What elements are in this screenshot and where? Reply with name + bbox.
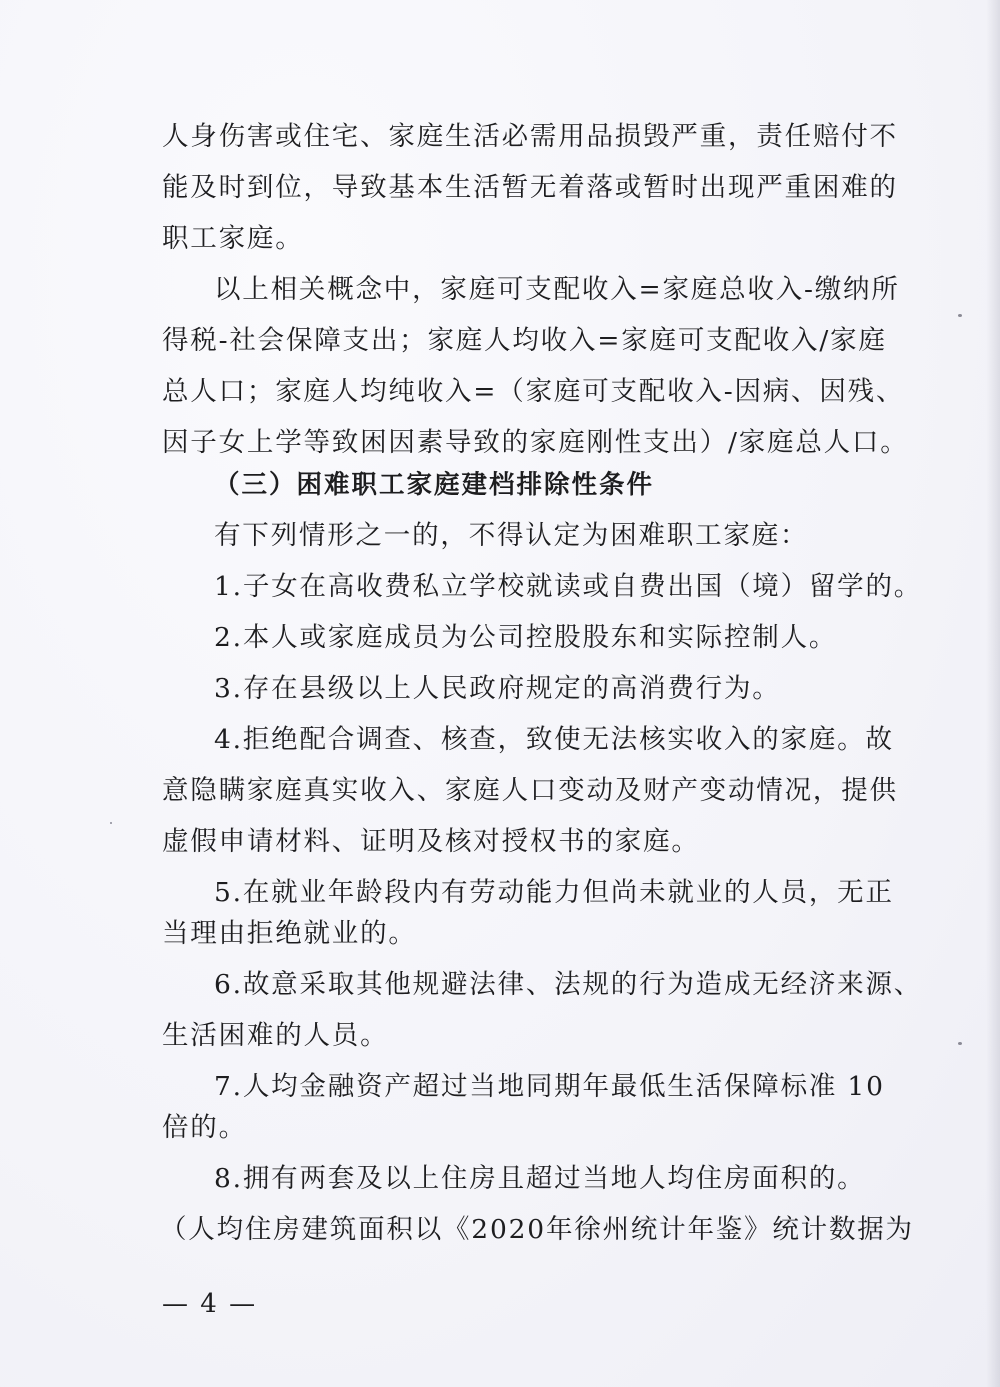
body-line: 虚假申请材料、证明及核对授权书的家庭。 — [162, 826, 700, 857]
scan-speck — [958, 314, 962, 317]
list-item: 6.故意采取其他规避法律、法规的行为造成无经济来源、 — [214, 969, 923, 1000]
body-line: 得税-社会保障支出；家庭人均收入=家庭可支配收入/家庭 — [162, 325, 887, 356]
body-line: 人身伤害或住宅、家庭生活必需用品损毁严重，责任赔付不 — [162, 121, 898, 152]
list-item: 1.子女在高收费私立学校就读或自费出国（境）留学的。 — [214, 571, 923, 602]
body-line: 当理由拒绝就业的。 — [162, 918, 417, 949]
body-line: 职工家庭。 — [162, 223, 304, 254]
list-item: 5.在就业年龄段内有劳动能力但尚未就业的人员，无正 — [214, 877, 894, 908]
page-number: — 4 — — [162, 1289, 258, 1319]
body-line: 意隐瞒家庭真实收入、家庭人口变动及财产变动情况，提供 — [162, 775, 898, 806]
body-line: 倍的。 — [162, 1112, 247, 1143]
body-line: 以上相关概念中，家庭可支配收入=家庭总收入-缴纳所 — [214, 274, 900, 305]
body-line: （人均住房建筑面积以《2020年徐州统计年鉴》统计数据为 — [160, 1214, 914, 1245]
body-line: 有下列情形之一的，不得认定为困难职工家庭： — [214, 520, 809, 551]
body-line: 总人口；家庭人均纯收入=（家庭可支配收入-因病、因残、 — [162, 376, 905, 407]
scan-edge-shadow — [986, 0, 1000, 1387]
list-item: 2.本人或家庭成员为公司控股股东和实际控制人。 — [214, 622, 838, 653]
scan-speck — [958, 1042, 962, 1045]
section-heading: （三）困难职工家庭建档排除性条件 — [214, 470, 655, 500]
list-item: 7.人均金融资产超过当地同期年最低生活保障标准 10 — [214, 1071, 885, 1102]
body-line: 生活困难的人员。 — [162, 1020, 389, 1051]
body-line: 因子女上学等致困因素导致的家庭刚性支出）/家庭总人口。 — [162, 427, 909, 458]
body-line: 能及时到位，导致基本生活暂无着落或暂时出现严重困难的 — [162, 172, 898, 203]
scan-speck — [110, 822, 112, 824]
list-item: 4.拒绝配合调查、核查，致使无法核实收入的家庭。故 — [214, 724, 894, 755]
list-item: 3.存在县级以上人民政府规定的高消费行为。 — [214, 673, 781, 704]
list-item: 8.拥有两套及以上住房且超过当地人均住房面积的。 — [214, 1163, 866, 1194]
